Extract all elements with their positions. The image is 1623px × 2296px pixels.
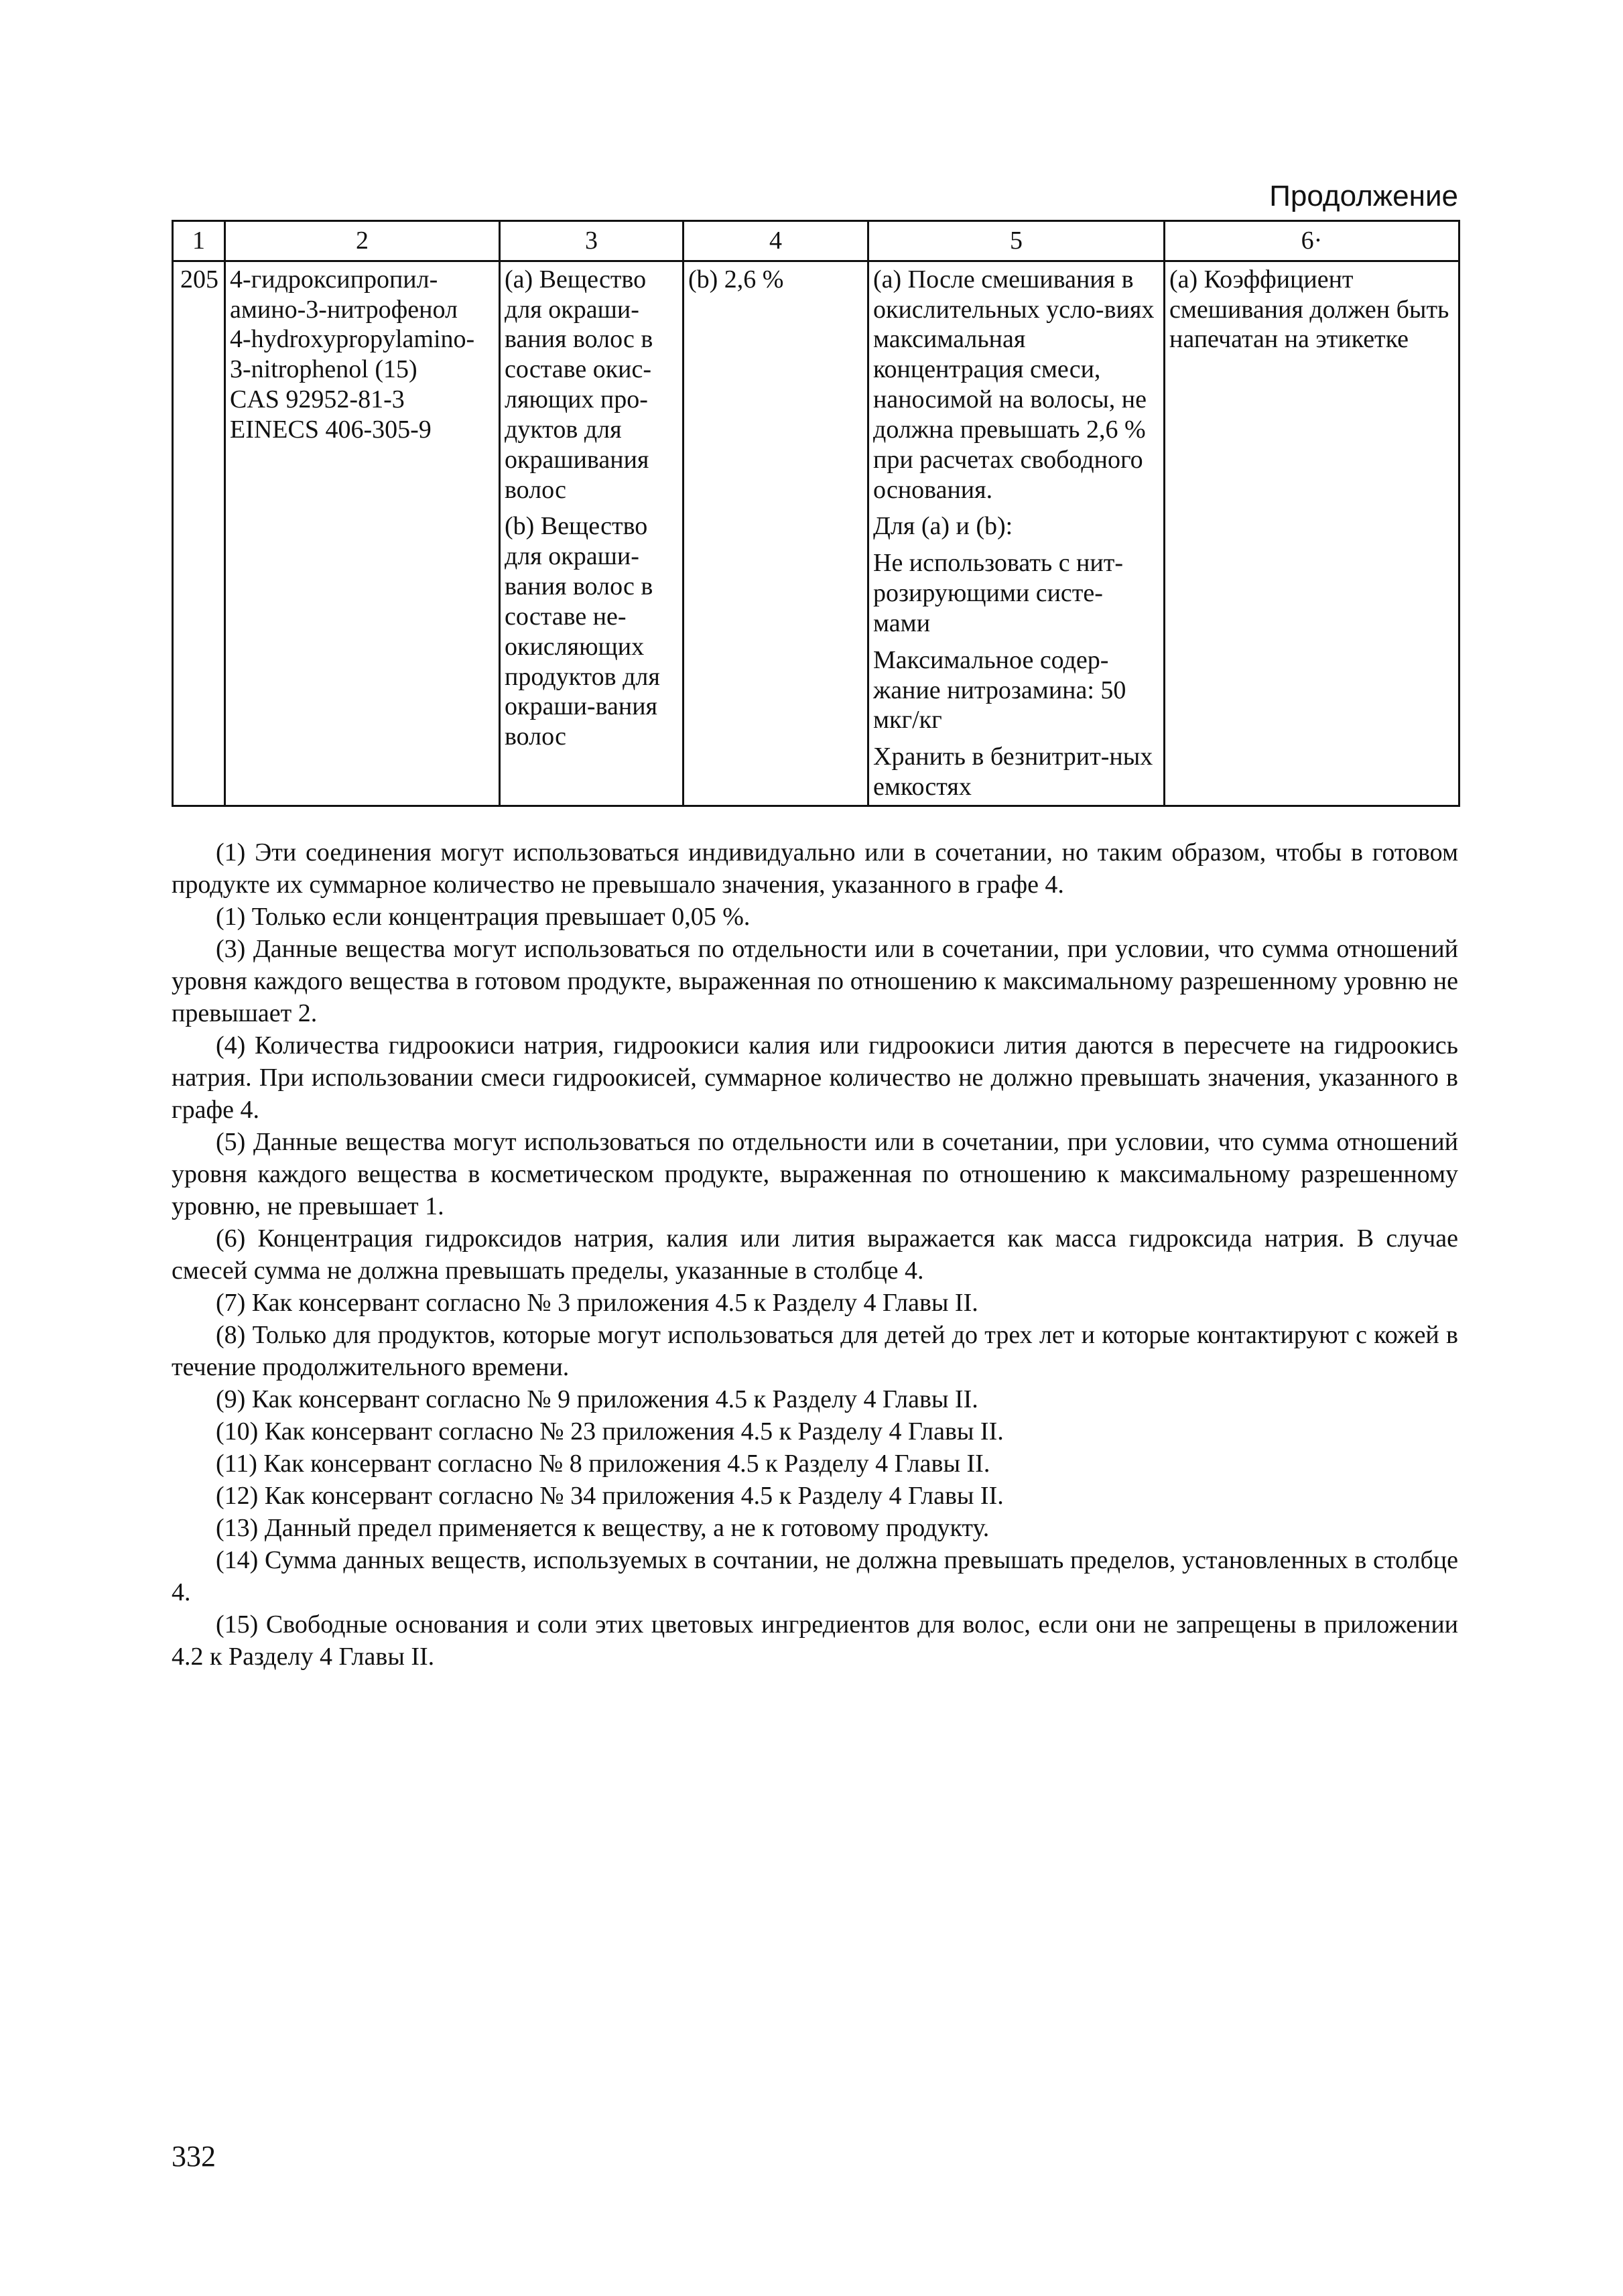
footnote: (7) Как консервант согласно № 3 приложения 4.5 к Разделу 4 Главы II. bbox=[216, 1289, 978, 1317]
cas-number: CAS 92952-81-3 bbox=[230, 385, 405, 414]
footnote: (3) Данные вещества могут использоваться по отдельности или в сочетании, при условии, что сумма отношений уровня каждого вещества в готовом продукте, выраженная по отношению к максимальному разрешенному уровню не превышает 2. bbox=[172, 935, 1458, 1027]
column-header: 6· bbox=[1165, 221, 1459, 261]
condition-storage: Хранить в безнитрит-ных емкостях bbox=[873, 743, 1153, 802]
condition-nitrosamine-max: Максимальное содер-жание нитрозамина: 50 мкг/кг bbox=[873, 645, 1126, 735]
condition-a: (a) После смешивания в окислительных усло-виях максимальная концентрация смеси, наносимой на волосы, не должна превышать 2,6 % при расчетах свободного основания. bbox=[873, 265, 1155, 504]
name-en-line-2: 3-nitrophenol (15) bbox=[230, 355, 417, 384]
continuation-label: Продолжение bbox=[1269, 180, 1458, 212]
usage-cell bbox=[500, 261, 684, 806]
condition-nitrosating: Не использовать с нит-розирующими систе-мами bbox=[873, 549, 1123, 637]
limit-cell: (b) 2,6 % bbox=[684, 261, 868, 806]
ingredients-table bbox=[172, 220, 1460, 807]
column-header: 1 bbox=[173, 221, 225, 261]
footnote: (1) Только если концентрация превышает 0,05 %. bbox=[216, 903, 751, 931]
name-en-line-1: 4-hydroxypropylamino- bbox=[230, 325, 475, 354]
footnote: (9) Как консервант согласно № 9 приложения 4.5 к Разделу 4 Главы II. bbox=[216, 1385, 978, 1413]
row-number: 205 bbox=[173, 261, 225, 806]
footnote: (15) Свободные основания и соли этих цветовых ингредиентов для волос, если они не запрещены в приложении 4.2 к Разделу 4 Главы II. bbox=[172, 1610, 1458, 1671]
column-header: 2 bbox=[225, 221, 500, 261]
table-row bbox=[173, 261, 1459, 806]
usage-a: (a) Вещество для окраши-вания волос в составе окис-ляющих про-дуктов для окрашивания волос bbox=[505, 265, 653, 504]
footnote: (11) Как консервант согласно № 8 приложения 4.5 к Разделу 4 Главы II. bbox=[216, 1450, 990, 1478]
column-header: 3 bbox=[500, 221, 684, 261]
name-ru-line-2: амино-3-нитрофенол bbox=[230, 295, 458, 324]
column-header: 4 bbox=[684, 221, 868, 261]
usage-b: (b) Вещество для окраши-вания волос в составе не-окисляющих продуктов для окраши-вания волос bbox=[505, 512, 660, 751]
footnote: (8) Только для продуктов, которые могут использоваться для детей до трех лет и которые контактируют с кожей в течение продолжительного времени. bbox=[172, 1321, 1458, 1381]
conditions-cell bbox=[868, 261, 1165, 806]
name-ru-line-1: 4-гидроксипропил- bbox=[230, 265, 438, 294]
warning-cell: (a) Коэффициент смешивания должен быть напечатан на этикетке bbox=[1165, 261, 1459, 806]
footnote: (6) Концентрация гидроксидов натрия, калия или лития выражается как масса гидроксида натрия. В случае смесей сумма не должна превышать пределы, указанные в столбце 4. bbox=[172, 1224, 1458, 1285]
column-header: 5 bbox=[868, 221, 1165, 261]
page-number: 332 bbox=[172, 2140, 216, 2173]
footnotes bbox=[172, 836, 1458, 1673]
condition-ab: Для (a) и (b): bbox=[873, 512, 1013, 541]
footnote: (1) Эти соединения могут использоваться индивидуально или в сочетании, но таким образом, чтобы в готовом продукте их суммарное количество не превышало значения, указанного в графе 4. bbox=[172, 838, 1458, 899]
footnote: (13) Данный предел применяется к веществу, а не к готовому продукту. bbox=[216, 1514, 990, 1542]
einecs-number: EINECS 406-305-9 bbox=[230, 415, 432, 444]
footnote: (10) Как консервант согласно № 23 приложения 4.5 к Разделу 4 Главы II. bbox=[216, 1417, 1004, 1446]
table-header-row bbox=[173, 221, 1459, 261]
footnote: (14) Сумма данных веществ, используемых в сочтании, не должна превышать пределов, установленных в столбце 4. bbox=[172, 1546, 1458, 1606]
substance-name-cell bbox=[225, 261, 500, 806]
footnote: (5) Данные вещества могут использоваться по отдельности или в сочетании, при условии, что сумма отношений уровня каждого вещества в косметическом продукте, выраженная по отношению к максимальному разрешенному уровню, не превышает 1. bbox=[172, 1128, 1458, 1220]
footnote: (12) Как консервант согласно № 34 приложения 4.5 к Разделу 4 Главы II. bbox=[216, 1482, 1004, 1510]
footnote: (4) Количества гидроокиси натрия, гидроокиси калия или гидроокиси лития даются в пересчете на гидроокись натрия. При использовании смеси гидроокисей, суммарное количество не должно превышать значения, указанного в графе 4. bbox=[172, 1031, 1458, 1124]
